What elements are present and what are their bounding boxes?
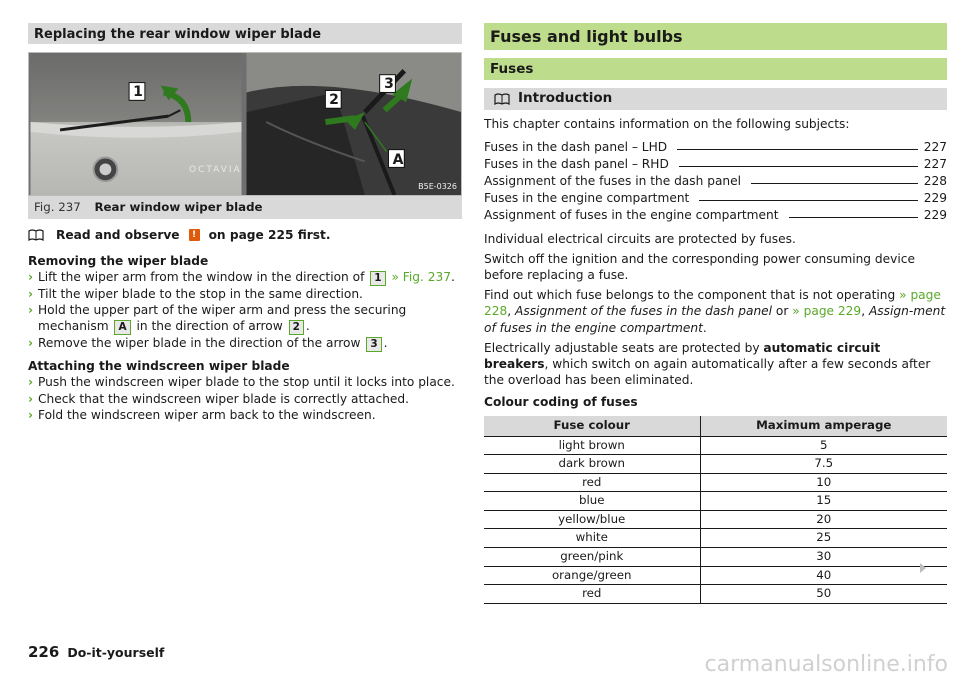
intro-title: Introduction: [518, 90, 613, 107]
column-header: Fuse colour: [484, 416, 700, 436]
table-row: red 10: [484, 473, 947, 492]
wiper-closeup-photo: [245, 53, 462, 195]
table-row: yellow/blue 20: [484, 510, 947, 529]
section-title: Replacing the rear window wiper blade: [28, 23, 462, 44]
table-row: blue 15: [484, 492, 947, 511]
attaching-step-2: › Check that the windscreen wiper blade is correctly attached.: [28, 391, 410, 406]
step-arrow-icon: ›: [28, 375, 34, 390]
page-footer: [28, 643, 164, 663]
tag-a: A: [114, 320, 130, 335]
paragraph-2: Switch off the ignition and the corresponding power consuming device before replacing a fuse.: [484, 252, 915, 283]
table-header-row: [484, 416, 947, 436]
figure-title: Rear window wiper blade: [94, 200, 263, 214]
step-arrow-icon: ›: [28, 287, 34, 302]
removing-heading: Removing the wiper blade: [28, 254, 209, 269]
toc-item[interactable]: Assignment of fuses in the engine compartment 229: [484, 208, 947, 222]
table-row: dark brown 7.5: [484, 455, 947, 474]
step-arrow-icon: ›: [28, 336, 34, 351]
toc-list: [484, 138, 947, 223]
intro-bar: [484, 88, 947, 110]
step-arrow-icon: ›: [28, 270, 34, 285]
step-arrow-icon: ›: [28, 391, 34, 406]
figure-237: [28, 52, 462, 196]
removing-step-2: › Tilt the wiper blade to the stop in the same direction.: [28, 287, 363, 302]
book-icon: [28, 229, 44, 241]
toc-item[interactable]: Fuses in the engine compartment 229: [484, 191, 947, 205]
section-title-fuses: Fuses: [484, 58, 947, 80]
table-row: white 25: [484, 529, 947, 548]
book-icon: [494, 93, 510, 105]
table-row: light brown 5: [484, 436, 947, 455]
callout-1: 1: [133, 84, 143, 100]
read-observe-text: Read and observe: [56, 228, 180, 242]
attaching-heading: Attaching the windscreen wiper blade: [28, 359, 290, 374]
chapter-title: Fuses and light bulbs: [484, 23, 947, 50]
step-arrow-icon: ›: [28, 303, 34, 318]
warning-icon: !: [189, 229, 200, 241]
chapter-name: Do-it-yourself: [67, 645, 165, 660]
figure-caption: [28, 196, 462, 219]
callout-3: 3: [384, 76, 394, 92]
tag-2: 2: [289, 320, 304, 335]
tag-1: 1: [370, 271, 385, 286]
toc-item[interactable]: Fuses in the dash panel – RHD 227: [484, 157, 947, 171]
car-badge-text: OCTAVIA: [189, 165, 242, 175]
toc-item[interactable]: Assignment of the fuses in the dash panel 228: [484, 174, 947, 188]
table-row: red 50: [484, 585, 947, 604]
removing-step-4: › Remove the wiper blade in the direction of the arrow 3 .: [28, 336, 388, 351]
figure-code: B5E-0326: [418, 182, 457, 192]
removing-step-1: › Lift the wiper arm from the window in the direction of 1 » Fig. 237.: [28, 270, 455, 285]
attaching-step-3: › Fold the windscreen wiper arm back to the windscreen.: [28, 407, 376, 422]
removing-step-3: › Hold the upper part of the wiper arm and press the securing mechanism A in the direction of arrow 2 .: [28, 303, 407, 334]
paragraph-1: Individual electrical circuits are protected by fuses.: [484, 232, 796, 247]
step-arrow-icon: ›: [28, 407, 34, 422]
read-observe-note: [28, 227, 462, 243]
read-observe-page: on page 225 first.: [208, 228, 331, 242]
right-column: [484, 23, 947, 604]
callout-a: A: [392, 152, 404, 168]
table-title: Colour coding of fuses: [484, 394, 638, 409]
page-link-229[interactable]: » page 229: [792, 304, 862, 319]
page-number: 226: [28, 643, 60, 661]
toc-item[interactable]: Fuses in the dash panel – LHD 227: [484, 140, 947, 154]
tag-3: 3: [366, 337, 381, 352]
table-row: green/pink 30: [484, 547, 947, 566]
left-column: [28, 23, 462, 423]
intro-text: This chapter contains information on the following subjects:: [484, 117, 850, 131]
fuse-colour-table: [484, 416, 947, 604]
table-row: orange/green 40: [484, 566, 947, 585]
watermark: carmanualsonline.info: [704, 652, 948, 677]
continue-arrow-icon: [920, 563, 926, 573]
paragraph-4: Electrically adjustable seats are protected by automatic circuit breakers, which switch on again automatically after a few seconds after the overload has been eliminated.: [484, 340, 931, 387]
column-header: Maximum amperage: [700, 416, 947, 436]
attaching-step-1: › Push the windscreen wiper blade to the stop until it locks into place.: [28, 375, 455, 390]
page-link-228[interactable]: » page 228: [484, 288, 941, 319]
figure-number: Fig. 237: [34, 200, 81, 214]
figure-link[interactable]: » Fig. 237: [391, 270, 452, 285]
callout-2: 2: [329, 92, 339, 108]
paragraph-3: Find out which fuse belongs to the component that is not operating » page 228, Assignment of the fuses in the dash panel or » page 229, Assign-ment of fuses in the engine compartment.: [484, 288, 946, 335]
